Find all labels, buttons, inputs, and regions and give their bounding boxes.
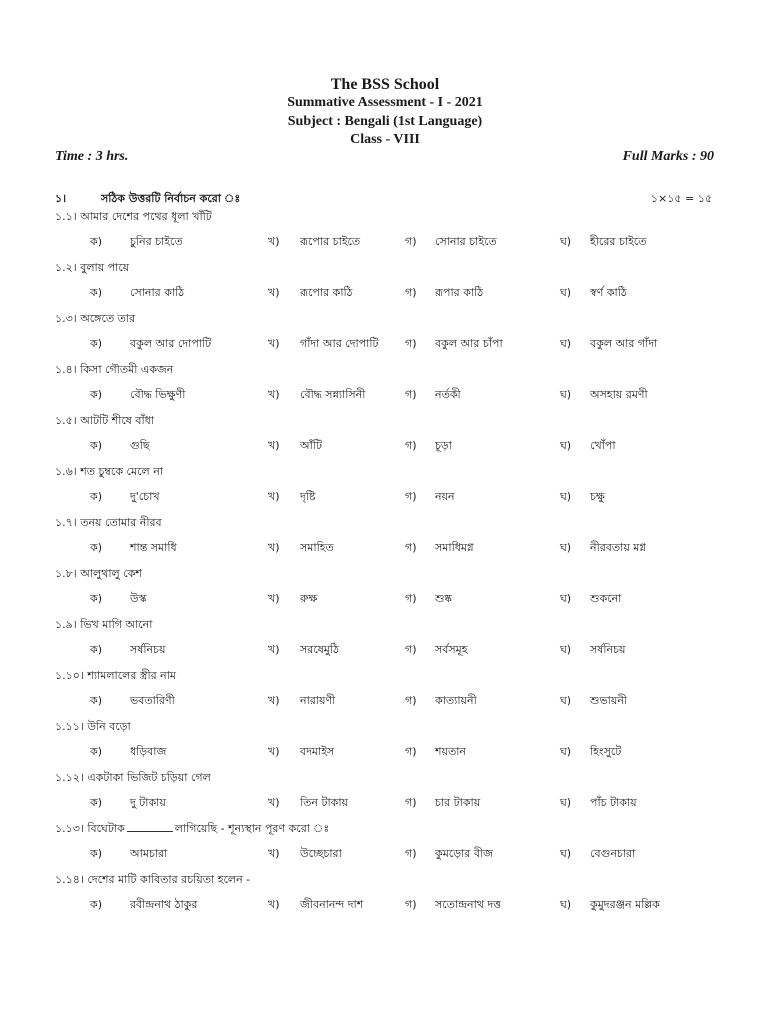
section-title: সঠিক উত্তরটি নির্বাচন করো ঃ: [101, 192, 241, 205]
option-label: ঘ): [560, 847, 572, 860]
option-label: খ): [268, 643, 280, 656]
question-number: ১.১।: [55, 210, 77, 223]
question-text: উনি বড়ো: [87, 720, 131, 733]
option-label: ঘ): [560, 490, 572, 503]
option-text: কুমড়োর বীজ: [435, 847, 493, 860]
option-label: গ): [405, 388, 417, 401]
option-text: বকুল আর গাঁদা: [590, 337, 658, 350]
option-text: কাত্যায়নী: [435, 694, 477, 707]
option-text: সমাধিমগ্ন: [435, 541, 474, 554]
option-text: শান্ত সমাধি: [130, 541, 177, 554]
subject: Subject : Bengali (1st Language): [287, 114, 483, 129]
option-label: ক): [90, 286, 102, 299]
option-text: বকুল আর চাঁপা: [435, 337, 503, 350]
question-text: বিঘেটাক: [87, 822, 125, 835]
option-label: খ): [268, 745, 280, 758]
question-text: আটটি শীষে বাঁধা: [80, 414, 154, 427]
option-label: খ): [268, 898, 280, 911]
option-text: আঁটি: [300, 439, 322, 452]
option-text: ভবতারিণী: [130, 694, 175, 707]
option-label: ঘ): [560, 898, 572, 911]
option-text: হীরের চাইতে: [590, 235, 647, 248]
option-label: ক): [90, 541, 102, 554]
option-text: শুভায়নী: [590, 694, 628, 707]
question-2: [55, 259, 129, 278]
option-text: দৃষ্টি: [300, 490, 316, 503]
question-6: [55, 463, 163, 482]
question-13: [55, 820, 329, 839]
option-text: রূপার কাঠি: [435, 286, 484, 299]
question-text-after: লাগিয়েছি - শূন্যস্থান পূরণ করো ঃ: [174, 822, 330, 835]
option-text: সোনার চাইতে: [435, 235, 497, 248]
option-text: পাঁচ টাকায়: [590, 796, 637, 809]
question-1: [55, 208, 212, 227]
option-text: সোনার কাঠি: [130, 286, 185, 299]
option-label: ক): [90, 643, 102, 656]
question-number: ১.৫।: [55, 414, 77, 427]
option-text: সতোন্দ্রনাথ দত্ত: [435, 898, 502, 911]
option-label: গ): [405, 337, 417, 350]
option-label: ক): [90, 439, 102, 452]
question-number: ১.১০।: [55, 669, 84, 682]
option-text: নীরবতায় মগ্ন: [590, 541, 647, 554]
option-text: বৌদ্ধ ভিক্ষুণী: [130, 388, 186, 401]
option-text: উস্ক: [130, 592, 147, 605]
option-text: কুমুদরঞ্জন মল্লিক: [590, 898, 660, 911]
question-14: [55, 871, 250, 890]
option-label: ক): [90, 490, 102, 503]
option-label: ক): [90, 592, 102, 605]
option-label: ঘ): [560, 286, 572, 299]
option-label: ক): [90, 388, 102, 401]
option-text: রবীন্দ্রনাথ ঠাকুর: [130, 898, 198, 911]
option-label: ক): [90, 745, 102, 758]
option-text: নয়ন: [435, 490, 455, 503]
option-label: গ): [405, 592, 417, 605]
option-text: সমাহিত: [300, 541, 334, 554]
question-number: ১.১৪।: [55, 873, 84, 886]
question-4: [55, 361, 173, 380]
option-label: ঘ): [560, 745, 572, 758]
option-text: গাঁদা আর দোপাটি: [300, 337, 379, 350]
question-number: ১.৪।: [55, 363, 77, 376]
question-3: [55, 310, 135, 329]
question-text: শত চুম্বকে মেলে না: [80, 465, 163, 478]
question-10: [55, 667, 176, 686]
option-label: খ): [268, 337, 280, 350]
option-label: ঘ): [560, 439, 572, 452]
option-label: ক): [90, 694, 102, 707]
question-number: ১.২।: [55, 261, 77, 274]
option-label: ঘ): [560, 643, 572, 656]
option-label: ঘ): [560, 796, 572, 809]
option-text: অসহায় রমণী: [590, 388, 648, 401]
option-label: গ): [405, 898, 417, 911]
option-text: আমচারা: [130, 847, 168, 860]
question-text: ভিখ মাগি আনো: [80, 618, 153, 631]
option-text: বেগুনচারা: [590, 847, 636, 860]
option-label: গ): [405, 235, 417, 248]
option-text: রুক্ষ: [300, 592, 318, 605]
fill-blank: [127, 831, 173, 832]
option-label: খ): [268, 796, 280, 809]
option-label: ক): [90, 235, 102, 248]
question-number: ১.৩।: [55, 312, 77, 325]
question-text: কিসা গৌতমী একজন: [80, 363, 174, 376]
question-number: ১.৯।: [55, 618, 77, 631]
option-label: খ): [268, 592, 280, 605]
option-label: ক): [90, 337, 102, 350]
option-text: নারায়ণী: [300, 694, 336, 707]
option-text: চুনির চাইতে: [130, 235, 183, 248]
question-text: অঙ্গেতে তার: [80, 312, 136, 325]
option-text: চার টাকায়: [435, 796, 481, 809]
option-text: শুকনো: [590, 592, 622, 605]
option-text: সরষেমুঠি: [300, 643, 339, 656]
option-label: গ): [405, 541, 417, 554]
option-text: চূড়া: [435, 439, 452, 452]
option-text: হিংসুটে: [590, 745, 622, 758]
option-label: গ): [405, 643, 417, 656]
option-label: খ): [268, 490, 280, 503]
question-11: [55, 718, 131, 737]
option-label: ক): [90, 796, 102, 809]
school-name: The BSS School: [330, 76, 440, 93]
option-text: বদমাইস: [300, 745, 335, 758]
question-text: একটাকা ভিজিট চড়িয়া গেল: [87, 771, 211, 784]
option-text: সর্ষনিচয়: [130, 643, 166, 656]
exam-title: Summative Assessment - I - 2021: [287, 95, 483, 110]
option-text: রূপোর কাঠি: [300, 286, 353, 299]
option-text: দু'চোখ: [130, 490, 160, 503]
option-label: খ): [268, 235, 280, 248]
option-label: খ): [268, 847, 280, 860]
option-label: গ): [405, 745, 417, 758]
option-text: রূপোর চাইতে: [300, 235, 361, 248]
option-text: সর্বসমূহ: [435, 643, 468, 656]
option-text: সর্ষনিচয়: [590, 643, 626, 656]
option-text: শয়তান: [435, 745, 466, 758]
option-text: খোঁপা: [590, 439, 616, 452]
question-12: [55, 769, 211, 788]
option-label: ঘ): [560, 388, 572, 401]
question-number: ১.৬।: [55, 465, 77, 478]
option-label: গ): [405, 847, 417, 860]
option-label: ক): [90, 898, 102, 911]
option-text: জীবনানন্দ দাশ: [300, 898, 364, 911]
question-text: আলুথালু কেশ: [80, 567, 142, 580]
question-8: [55, 565, 142, 584]
option-label: গ): [405, 490, 417, 503]
option-text: বৌদ্ধ সন্ন্যাসিনী: [300, 388, 366, 401]
option-label: গ): [405, 796, 417, 809]
option-label: ঘ): [560, 541, 572, 554]
option-label: গ): [405, 439, 417, 452]
option-label: খ): [268, 439, 280, 452]
class: Class - VIII: [350, 132, 420, 147]
section-number: ১।: [55, 192, 67, 205]
section-heading: [55, 190, 240, 209]
option-text: গুছি: [130, 439, 150, 452]
option-label: গ): [405, 694, 417, 707]
option-label: খ): [268, 388, 280, 401]
option-text: দু টাকায়: [130, 796, 166, 809]
option-text: উচ্ছেচারা: [300, 847, 342, 860]
option-text: নর্তকী: [435, 388, 461, 401]
section-marks: ১×১৫ = ১৫: [650, 192, 712, 205]
option-label: ঘ): [560, 337, 572, 350]
option-label: খ): [268, 286, 280, 299]
question-number: ১.১৩।: [55, 822, 84, 835]
question-number: ১.৭।: [55, 516, 77, 529]
option-label: ঘ): [560, 592, 572, 605]
question-7: [55, 514, 162, 533]
option-label: ঘ): [560, 694, 572, 707]
question-text: তনয় তোমার নীরব: [80, 516, 162, 529]
question-number: ১.৮।: [55, 567, 77, 580]
option-text: ধড়িবাজ: [130, 745, 167, 758]
option-label: ঘ): [560, 235, 572, 248]
full-marks: Full Marks : 90: [622, 149, 714, 164]
question-number: ১.১১।: [55, 720, 84, 733]
option-text: চক্ষু: [590, 490, 605, 503]
question-text: দেশের মাটি কাবিতার রচয়িতা হলেন -: [87, 873, 251, 886]
time-allowed: Time : 3 hrs.: [55, 149, 129, 164]
option-label: গ): [405, 286, 417, 299]
question-text: শ্যামলালের স্ত্রীর নাম: [87, 669, 177, 682]
option-label: খ): [268, 694, 280, 707]
option-label: ক): [90, 847, 102, 860]
question-text: আমার দেশের পথের ধূলা খাঁটি: [80, 210, 212, 223]
question-number: ১.১২।: [55, 771, 84, 784]
question-9: [55, 616, 152, 635]
option-text: তিন টাকায়: [300, 796, 349, 809]
question-5: [55, 412, 154, 431]
option-text: শুষ্ক: [435, 592, 452, 605]
option-label: খ): [268, 541, 280, 554]
option-text: স্বর্ণ কাঠি: [590, 286, 627, 299]
option-text: বকুল আর দোপাটি: [130, 337, 212, 350]
question-text: বুলায় পায়ে: [80, 261, 130, 274]
